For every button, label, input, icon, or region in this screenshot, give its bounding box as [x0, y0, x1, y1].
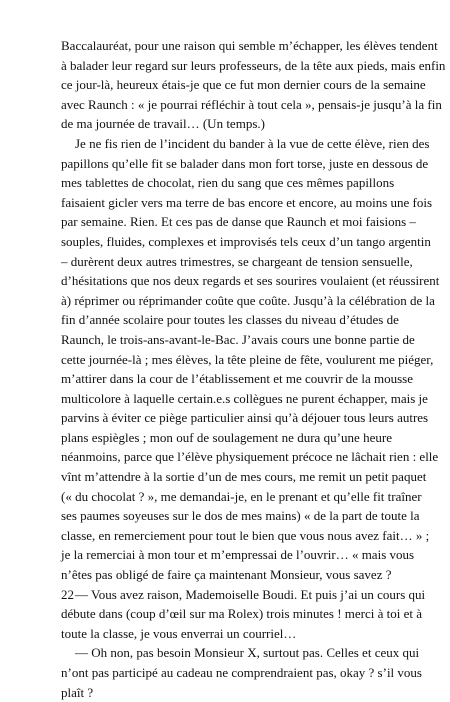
text-line: ce jour-là, heureux étais-je que ce fut mon dernier cours de la semaine [61, 77, 426, 93]
text-line: fin d’année scolaire pour toutes les classes du niveau d’études de [61, 312, 399, 328]
text-line: Raunch, le trois-ans-avant-le-Bac. J’avais cours une bonne partie de [61, 331, 415, 347]
text-line: — Vous avez raison, Mademoiselle Boudi. Et puis j’ai un cours qui [75, 586, 426, 602]
text-line: n’êtes pas obligé de faire ça maintenant Monsieur, vous savez ? [61, 567, 392, 583]
text-line: à) réprimer ou réprimander coûte que coûte. Jusqu’à la célébration de la [61, 292, 435, 308]
text-line: plans espiègles ; mon ouf de soulagement ne dura qu’une heure [61, 429, 392, 445]
text-line: par semaine. Rien. Et ces pas de danse que Raunch et moi faisions – [61, 214, 416, 230]
text-line: cette journée-là ; mes élèves, la tête pleine de fête, voulurent me piéger, [61, 351, 434, 367]
text-line: (« du chocolat ? », me demandai-je, en le prenant et qu’elle fit traîner [61, 488, 422, 504]
text-line: faisaient gicler vers ma terre de bas encore et encore, au moins une fois [61, 194, 433, 210]
text-line: débute dans (coup d’œil sur ma Rolex) trois minutes ! merci à toi et à [61, 606, 423, 622]
text-line: à balader leur regard sur leurs professeurs, de la tête aux pieds, mais enfin [61, 57, 446, 73]
text-line: — Oh non, pas besoin Monsieur X, surtout pas. Celles et ceux qui [75, 645, 420, 661]
text-line: toute la classe, je vous enverrai un courriel… [61, 625, 297, 641]
page-number: 22 [61, 587, 74, 602]
text-line: Je ne fis rien de l’incident du bander à la vue de cette élève, rien des [75, 135, 430, 151]
text-line: souples, fluides, complexes et improvisés tels ceux d’un tango argentin [61, 233, 431, 249]
text-line: n’ont pas participé au cadeau ne comprendraient pas, okay ? s’il vous [61, 665, 422, 680]
body-text [61, 36, 446, 702]
text-line: vînt m’attendre à la sortie d’un de mes cours, me remit un petit paquet [61, 469, 427, 485]
text-line: m’attirer dans la cour de l’établissement et me couvrir de la mousse [61, 371, 413, 387]
text-line: néanmoins, parce que l’élève physiquement précoce ne lâchait rien : elle [61, 449, 439, 465]
text-line: plaît ? [61, 684, 94, 700]
text-line: de ma journée de travail… (Un temps.) [61, 116, 265, 132]
text-line: papillons qu’elle fit se balader dans mon fort torse, juste en dessous de [61, 155, 429, 171]
text-line: ses paumes soyeuses sur le dos de mes mains) « de la part de toute la [61, 508, 420, 524]
text-line: – durèrent deux autres trimestres, se chargeant de tension sensuelle, [61, 253, 413, 269]
text-line: multicolore à laquelle certain.e.s collègues ne purent échapper, mais je [61, 390, 428, 406]
text-line: je la remerciai à mon tour et m’empressai de l’ouvrir… « mais vous [61, 547, 415, 563]
text-line: avec Raunch : « je pourrai réfléchir à tout cela », pensais-je jusqu’à la fin [61, 96, 442, 112]
text-line: parvins à éviter ce piège particulier ainsi qu’à déjouer tous leurs autres [61, 410, 429, 426]
text-line: Baccalauréat, pour une raison qui semble m’échapper, les élèves tendent [61, 38, 438, 53]
text-line: classe, en remerciement pour tout le bien que vous nous avez fait… » ; [61, 527, 430, 543]
text-line: mes tablettes de chocolat, rien du sang que ces mêmes papillons [61, 175, 395, 191]
text-line: d’hésitations que nos deux regards et ses sourires voulaient (et réussirent [61, 273, 440, 289]
